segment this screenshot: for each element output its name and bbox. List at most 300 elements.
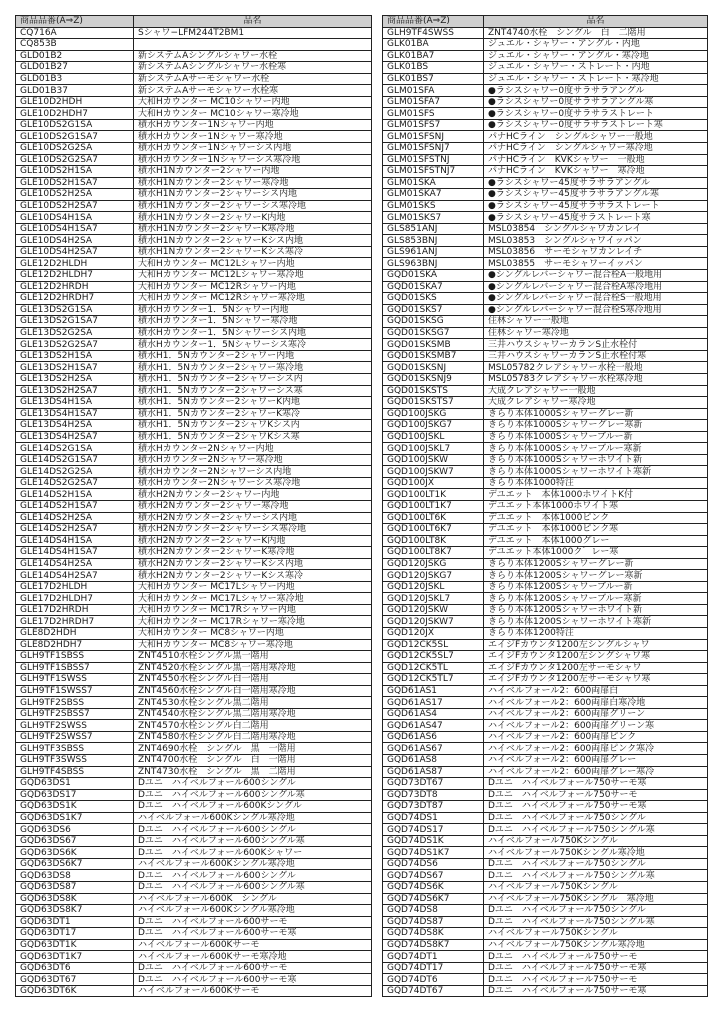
product-name-cell: Dユニ ハイベルフォール600サーモ (134, 962, 372, 974)
product-code-cell: GQD74DS6K (383, 882, 484, 894)
product-name-cell: Dユニ ハイベルフォール600Kシングル (134, 801, 372, 813)
product-code-cell: GLE10DS2G2SA (16, 143, 134, 155)
product-code-cell: GLE13DS2H1SA (16, 350, 134, 362)
table-row (16, 824, 372, 836)
table-row (383, 581, 708, 593)
table-row (383, 974, 708, 986)
product-name-cell: ●ラシスシャワー45度サラサラアングル寒 (484, 189, 708, 201)
product-code-cell: GQD01SKS7 (383, 304, 484, 316)
product-name-cell: 積水Hカウンター2Nシャワーシス内地 (134, 466, 372, 478)
product-code-cell: GLE17D2HRDH (16, 604, 134, 616)
table-row (16, 62, 372, 74)
table-row (383, 778, 708, 790)
table-row (383, 420, 708, 432)
table-header-row (383, 16, 708, 28)
product-code-cell: GQD01SKSMB (383, 339, 484, 351)
product-code-cell: GQD120JSKW (383, 604, 484, 616)
product-code-cell: GLM01SFSTNJ (383, 154, 484, 166)
table-row (16, 801, 372, 813)
table-row (383, 385, 708, 397)
table-row (383, 824, 708, 836)
parts-table-left (15, 15, 372, 997)
table-row (16, 604, 372, 616)
product-code-cell: GLM01SFS7 (383, 119, 484, 131)
table-row (383, 316, 708, 328)
table-row (383, 108, 708, 120)
table-row (16, 951, 372, 963)
product-name-cell: ハイベルフォール600K シングル (134, 893, 372, 905)
product-code-cell: GQD63DT1 (16, 916, 134, 928)
table-row (383, 477, 708, 489)
product-code-cell: GQD01SKA (383, 270, 484, 282)
product-name-cell: ハイベルフォール600Kシングル寒冷地 (134, 812, 372, 824)
table-row (16, 50, 372, 62)
table-row (383, 916, 708, 928)
table-row (16, 373, 372, 385)
product-code-cell: GLM01SFSNJ (383, 131, 484, 143)
product-code-cell: GLE13DS2H1SA7 (16, 362, 134, 374)
table-row (16, 685, 372, 697)
table-row (16, 674, 372, 686)
product-code-cell: GQD01SKSTS (383, 385, 484, 397)
product-name-cell: ZNT4570水栓シングル白二階用 (134, 720, 372, 732)
table-row (383, 96, 708, 108)
product-name-cell: ハイベルフォール750Kシングル (484, 882, 708, 894)
table-row (16, 143, 372, 155)
table-row (383, 651, 708, 663)
product-name-cell: ZNT4530水栓シングル黒二階用 (134, 697, 372, 709)
product-name-cell: ZNT4740水栓 シングル 白 二階用 (484, 27, 708, 39)
product-code-cell: GLE13DS2G2SA (16, 327, 134, 339)
product-code-cell: GQD74DS87 (383, 916, 484, 928)
table-row (16, 177, 372, 189)
product-name-cell: エイジFカウンタ1200左サーモシャワ (484, 662, 708, 674)
product-name-cell: パナHCライン シングルシャワー一般地 (484, 131, 708, 143)
table-row (16, 200, 372, 212)
table-row (16, 339, 372, 351)
product-name-cell: 大和Hカウンター MC10シャワー寒冷地 (134, 108, 372, 120)
table-row (383, 616, 708, 628)
product-name-cell: 大和Hカウンター MC12Rシャワー寒冷地 (134, 293, 372, 305)
product-code-cell: GLE10DS2G1SA (16, 119, 134, 131)
product-code-cell: GLS853BNJ (383, 235, 484, 247)
table-row (383, 905, 708, 917)
product-name-cell: デユエット本体1000ホワイト寒 (484, 500, 708, 512)
product-name-cell: 積水Hカウンター1Nシャワー内地 (134, 119, 372, 131)
product-name-cell: ジュエル・シャワー・アングル・寒冷地 (484, 50, 708, 62)
product-code-cell: GLS851ANJ (383, 223, 484, 235)
table-row (16, 558, 372, 570)
product-name-cell: Dユニ ハイベルフォール600サーモ寒 (134, 974, 372, 986)
product-name-cell: ●シングルレバーシャワー混合栓A寒冷地用 (484, 281, 708, 293)
product-name-cell (134, 39, 372, 51)
product-code-cell: GLE13DS4H1SA7 (16, 408, 134, 420)
table-row (16, 154, 372, 166)
table-row (16, 270, 372, 282)
product-name-cell: パナHCライン KVKシャワー 寒冷地 (484, 166, 708, 178)
table-row (16, 73, 372, 85)
product-name-cell: きらり本体1000Sシャワーブルー新 (484, 431, 708, 443)
product-name-cell: 積水H1．5Nカウンター2シャワー寒冷地 (134, 362, 372, 374)
table-row (16, 235, 372, 247)
product-name-cell: 積水H2Nカウンター2シャワーシス寒冷地 (134, 524, 372, 536)
table-row (383, 339, 708, 351)
product-code-cell: GQD12CK5SL (383, 639, 484, 651)
product-code-cell: GLE17D2HLDH7 (16, 593, 134, 605)
product-name-cell: ハイベルフォール600Kサーモ (134, 985, 372, 997)
product-code-cell: GLH9TF2SBSS7 (16, 708, 134, 720)
product-name-cell: 大和Hカウンター MC8シャワー内地 (134, 627, 372, 639)
product-name-cell: ハイベルフォール2：600両扉グリーン寒 (484, 720, 708, 732)
table-row (383, 708, 708, 720)
product-name-cell: 大和Hカウンター MC12Lシャワー内地 (134, 258, 372, 270)
table-row (16, 85, 372, 97)
table-row (16, 454, 372, 466)
table-row (16, 350, 372, 362)
product-name-cell: パナHCライン シングルシャワー寒冷地 (484, 143, 708, 155)
table-row (16, 189, 372, 201)
product-name-cell: Dユニ ハイベルフォール750シングル寒 (484, 824, 708, 836)
product-name-cell: ハイベルフォール750Kシングル寒冷地 (484, 847, 708, 859)
table-row (16, 397, 372, 409)
product-name-cell: ●シングルレバーシャワー混合栓A一般地用 (484, 270, 708, 282)
product-code-cell: GLE13DS4H2SA (16, 420, 134, 432)
product-name-cell: デユエット 本体1000ピンク寒 (484, 524, 708, 536)
product-code-cell: GLE14DS4H1SA7 (16, 547, 134, 559)
table-row (383, 154, 708, 166)
product-name-cell: 積水Hカウンター1．5Nシャワー寒冷地 (134, 316, 372, 328)
product-code-cell: GQD74DT1 (383, 951, 484, 963)
product-name-cell: ハイベルフォール600Kシングル寒冷地 (134, 858, 372, 870)
product-code-cell: GQD74DS8K7 (383, 939, 484, 951)
table-row (383, 951, 708, 963)
table-row (383, 62, 708, 74)
product-name-cell: Dユニ ハイベルフォール750サーモ寒 (484, 801, 708, 813)
table-row (16, 212, 372, 224)
table-row (383, 524, 708, 536)
table-row (383, 789, 708, 801)
table-row (383, 454, 708, 466)
product-name-cell: きらり本体1200特注 (484, 627, 708, 639)
product-name-cell: ZNT4550水栓シングル白一階用 (134, 674, 372, 686)
product-code-cell: GLD01B27 (16, 62, 134, 74)
product-name-cell: エイジFカウンタ1200左シングルシャワ (484, 639, 708, 651)
table-row (16, 96, 372, 108)
product-name-cell: Dユニ ハイベルフォール750シングル寒 (484, 870, 708, 882)
table-row (16, 847, 372, 859)
table-row (383, 731, 708, 743)
product-name-cell: Dユニ ハイベルフォール600シングル寒 (134, 835, 372, 847)
product-name-cell: 大和Hカウンター MC17Rシャワー寒冷地 (134, 616, 372, 628)
product-code-cell: GQD74DS67 (383, 870, 484, 882)
product-name-cell: デユエット本体1000ク゛レー寒 (484, 547, 708, 559)
product-name-cell: 積水H1Nカウンター2シャワーKシス内地 (134, 235, 372, 247)
table-row (16, 258, 372, 270)
table-row (16, 639, 372, 651)
product-name-cell: きらり本体1000Sシャワーブルー寒新 (484, 443, 708, 455)
product-name-cell: 積水H1Nカウンター2シャワー寒冷地 (134, 177, 372, 189)
table-row (383, 766, 708, 778)
table-row (16, 720, 372, 732)
product-code-cell: GLE14DS2H2SA (16, 512, 134, 524)
product-code-cell: GLM01SFS (383, 108, 484, 120)
product-name-cell: 新システムAサーモシャワー水栓寒 (134, 85, 372, 97)
product-name-cell: 大和Hカウンター MC12Lシャワー寒冷地 (134, 270, 372, 282)
product-name-cell: Dユニ ハイベルフォール600シングル寒 (134, 882, 372, 894)
product-code-cell: GQD100JSKG7 (383, 420, 484, 432)
table-row (383, 801, 708, 813)
product-name-cell: Dユニ ハイベルフォール750サーモ寒 (484, 962, 708, 974)
product-code-cell: GQD73DT67 (383, 778, 484, 790)
table-row (383, 547, 708, 559)
product-code-cell: GLE13DS4H2SA7 (16, 431, 134, 443)
product-name-cell: パナHCライン KVKシャワー 一般地 (484, 154, 708, 166)
product-code-cell: GQD61AS17 (383, 697, 484, 709)
table-row (16, 882, 372, 894)
product-name-cell: デユエット 本体1000グレー (484, 535, 708, 547)
product-name-cell: ●ラシスシャワー0度サラサラストレート (484, 108, 708, 120)
product-name-cell: 積水Hカウンター1Nシャワーシス内地 (134, 143, 372, 155)
product-code-cell: GLM01SKS7 (383, 212, 484, 224)
table-row (383, 131, 708, 143)
product-code-cell: GQD120JSKL (383, 581, 484, 593)
product-code-cell: GQD74DS6K7 (383, 893, 484, 905)
product-code-cell: GLE8D2HDH (16, 627, 134, 639)
table-row (383, 812, 708, 824)
product-code-cell: GLK01BS7 (383, 73, 484, 85)
product-name-cell: 積水H1Nカウンター2シャワーシス寒冷地 (134, 200, 372, 212)
table-row (383, 223, 708, 235)
product-name-cell: 積水H2Nカウンター2シャワー内地 (134, 489, 372, 501)
product-name-cell: 積水H1．5Nカウンター2シャワーK寒冷 (134, 408, 372, 420)
product-code-cell: GQD12CK5SL7 (383, 651, 484, 663)
table-row (16, 131, 372, 143)
product-code-cell: GLE10DS4H1SA7 (16, 223, 134, 235)
product-name-cell: ハイベルフォール2：600両扉白寒冷地 (484, 697, 708, 709)
product-name-cell: ZNT4730水栓 シングル 黒 二階用 (134, 766, 372, 778)
table-row (16, 108, 372, 120)
table-row (383, 570, 708, 582)
table-row (16, 223, 372, 235)
product-code-cell: GLE10DS2G2SA7 (16, 154, 134, 166)
product-name-cell: ●ラシスシャワー45度サラサラアングル (484, 177, 708, 189)
table-row (16, 293, 372, 305)
product-name-cell: ハイベルフォール750Kシングル (484, 835, 708, 847)
product-name-cell: ZNT4510水栓シングル黒一階用 (134, 651, 372, 663)
table-row (16, 974, 372, 986)
table-row (383, 685, 708, 697)
header-product-name: 品名 (484, 16, 708, 28)
table-row (16, 893, 372, 905)
product-name-cell: ハイベルフォール600Kサーモ寒冷地 (134, 951, 372, 963)
product-code-cell: GLE13DS2G1SA7 (16, 316, 134, 328)
product-name-cell: ●シングルレバーシャワー混合栓S一般地用 (484, 293, 708, 305)
product-name-cell: エイジFカウンタ1200左シングシャワ寒 (484, 651, 708, 663)
product-code-cell: GLD01B37 (16, 85, 134, 97)
table-row (16, 755, 372, 767)
product-code-cell: GQD100LT6K (383, 512, 484, 524)
product-name-cell: 積水H1．5Nカウンター2シャワーシス寒 (134, 385, 372, 397)
product-name-cell: ハイベルフォール600Kサーモ (134, 939, 372, 951)
table-row (383, 397, 708, 409)
product-name-cell: 積水H1Nカウンター2シャワーKシス寒冷 (134, 246, 372, 258)
product-code-cell: GQD63DS8K7 (16, 905, 134, 917)
product-code-cell: GQD73DT8 (383, 789, 484, 801)
product-code-cell: GLE13DS2H2SA7 (16, 385, 134, 397)
parts-table-right (382, 15, 708, 997)
product-code-cell: GLE10DS4H2SA (16, 235, 134, 247)
product-name-cell: きらり本体1000Sシャワーグレー寒新 (484, 420, 708, 432)
table-row (383, 200, 708, 212)
product-name-cell: Dユニ ハイベルフォール600サーモ寒 (134, 928, 372, 940)
product-code-cell: GLE13DS2G1SA (16, 304, 134, 316)
table-row (383, 882, 708, 894)
product-code-cell: GLE10D2HDH (16, 96, 134, 108)
product-name-cell: MSL03854 シングルシャワカンレイ (484, 223, 708, 235)
product-name-cell: Dユニ ハイベルフォール600シングル (134, 778, 372, 790)
product-code-cell: GQD01SKS (383, 293, 484, 305)
product-name-cell: デユエット 本体1000ピンク (484, 512, 708, 524)
product-name-cell: ハイベルフォール750Kシングル (484, 928, 708, 940)
product-code-cell: GQD74DS8K (383, 928, 484, 940)
product-code-cell: GQD74DS1K7 (383, 847, 484, 859)
product-code-cell: GQD63DS1 (16, 778, 134, 790)
product-code-cell: GQD74DS6 (383, 858, 484, 870)
product-name-cell: MSL03856 サーモシャワカンレイチ (484, 246, 708, 258)
product-code-cell: GQD100JSKW (383, 454, 484, 466)
table-row (383, 373, 708, 385)
product-code-cell: GLD01B2 (16, 50, 134, 62)
product-name-cell: 積水H2Nカウンター2シャワーシス内地 (134, 512, 372, 524)
product-name-cell: 積水H1．5Nカウンター2シャワKシス寒 (134, 431, 372, 443)
table-row (16, 708, 372, 720)
product-name-cell: Dユニ ハイベルフォール750サーモ (484, 951, 708, 963)
table-header-row (16, 16, 372, 28)
table-row (16, 408, 372, 420)
product-code-cell: GQD01SKSG (383, 316, 484, 328)
product-code-cell: GLE14DS2G1SA (16, 443, 134, 455)
product-name-cell: 積水H2Nカウンター2シャワーKシス寒冷 (134, 570, 372, 582)
product-code-cell: GLE10DS2H1SA (16, 166, 134, 178)
product-code-cell: GQD61AS87 (383, 766, 484, 778)
product-name-cell: 積水Hカウンター1．5Nシャワーシス寒冷 (134, 339, 372, 351)
table-row (383, 166, 708, 178)
product-name-cell: 大和Hカウンター MC17Lシャワー寒冷地 (134, 593, 372, 605)
table-row (383, 73, 708, 85)
product-code-cell: GLS963BNJ (383, 258, 484, 270)
product-code-cell: GQD61AS1 (383, 685, 484, 697)
product-code-cell: GLH9TF1SWSS (16, 674, 134, 686)
product-name-cell: 積水H2Nカウンター2シャワーK内地 (134, 535, 372, 547)
product-code-cell: GLM01SFSTNJ7 (383, 166, 484, 178)
product-name-cell: 積水H2Nカウンター2シャワーKシス内地 (134, 558, 372, 570)
product-code-cell: GQD74DT67 (383, 985, 484, 997)
product-code-cell: GLK01BA (383, 39, 484, 51)
table-row (383, 350, 708, 362)
table-row (16, 362, 372, 374)
table-row (383, 270, 708, 282)
product-name-cell: ZNT4540水栓シングル黒二階用寒冷地 (134, 708, 372, 720)
product-name-cell: 新システムAサーモシャワー水栓 (134, 73, 372, 85)
product-code-cell: GQD01SKSTS7 (383, 397, 484, 409)
table-row (16, 466, 372, 478)
product-name-cell: Dユニ ハイベルフォール750サーモ寒 (484, 985, 708, 997)
product-code-cell: GQD63DS87 (16, 882, 134, 894)
table-row (383, 720, 708, 732)
table-row (383, 500, 708, 512)
product-name-cell: ハイベルフォール2：600両扉ピンク (484, 731, 708, 743)
product-code-cell: GQD63DT1K (16, 939, 134, 951)
product-code-cell: GLE14DS2G1SA7 (16, 454, 134, 466)
product-name-cell: ZNT4560水栓シングル白一階用寒冷地 (134, 685, 372, 697)
product-code-cell: GLE10DS4H1SA (16, 212, 134, 224)
product-name-cell: きらり本体1000Sシャワーグレー新 (484, 408, 708, 420)
table-row (383, 304, 708, 316)
product-name-cell: 積水H1Nカウンター2シャワーシス内地 (134, 189, 372, 201)
table-row (383, 85, 708, 97)
table-row (16, 420, 372, 432)
product-code-cell: GQD61AS67 (383, 743, 484, 755)
product-name-cell: 大和Hカウンター MC8シャワー寒冷地 (134, 639, 372, 651)
product-code-cell: GQD12CK5TL7 (383, 674, 484, 686)
product-name-cell: ハイベルフォール2：600両扉白 (484, 685, 708, 697)
product-code-cell: GQD100JSKG (383, 408, 484, 420)
table-row (383, 489, 708, 501)
product-name-cell: Dユニ ハイベルフォール600シングル (134, 870, 372, 882)
table-row (383, 697, 708, 709)
product-code-cell: GLH9TF4SBSS (16, 766, 134, 778)
product-code-cell: GQD63DS1K (16, 801, 134, 813)
product-name-cell: 積水H1．5Nカウンター2シャワKシス内 (134, 420, 372, 432)
product-code-cell: GLE14DS2H1SA (16, 489, 134, 501)
product-name-cell: ZNT4520水栓シングル黒一階用寒冷地 (134, 662, 372, 674)
product-code-cell: GLM01SKA (383, 177, 484, 189)
product-name-cell: 新システムAシングルシャワー水栓 (134, 50, 372, 62)
product-code-cell: GQD61AS8 (383, 755, 484, 767)
product-code-cell: GQD63DT6K (16, 985, 134, 997)
table-row (383, 939, 708, 951)
table-row (383, 928, 708, 940)
table-row (383, 847, 708, 859)
product-name-cell: Dユニ ハイベルフォール750シングル (484, 905, 708, 917)
product-code-cell: GQD74DS1K (383, 835, 484, 847)
table-row (383, 743, 708, 755)
product-code-cell: GLS961ANJ (383, 246, 484, 258)
product-code-cell: GQD100LT6K7 (383, 524, 484, 536)
product-code-cell: GQD01SKSG7 (383, 327, 484, 339)
product-name-cell: きらり本体1200Sシャワーブルー新 (484, 581, 708, 593)
table-row (383, 893, 708, 905)
product-code-cell: GLE10DS2H2SA (16, 189, 134, 201)
product-code-cell: GQD01SKSNJ9 (383, 373, 484, 385)
product-code-cell: GQD61AS4 (383, 708, 484, 720)
product-code-cell: GQD100JSKL (383, 431, 484, 443)
product-code-cell: GLH9TF2SBSS (16, 697, 134, 709)
table-row (383, 639, 708, 651)
product-code-cell: GQD63DT17 (16, 928, 134, 940)
product-name-cell: 積水H2Nカウンター2シャワーK寒冷地 (134, 547, 372, 559)
product-code-cell: GLE8D2HDH7 (16, 639, 134, 651)
table-row (16, 905, 372, 917)
table-row (16, 662, 372, 674)
table-row (383, 835, 708, 847)
product-code-cell: GQD100LT1K7 (383, 500, 484, 512)
product-name-cell: ハイベルフォール2：600両扉グレー (484, 755, 708, 767)
product-code-cell: GLH9TF2SWSS7 (16, 731, 134, 743)
table-row (16, 731, 372, 743)
product-code-cell: GLK01BA7 (383, 50, 484, 62)
product-code-cell: GQD63DS17 (16, 789, 134, 801)
